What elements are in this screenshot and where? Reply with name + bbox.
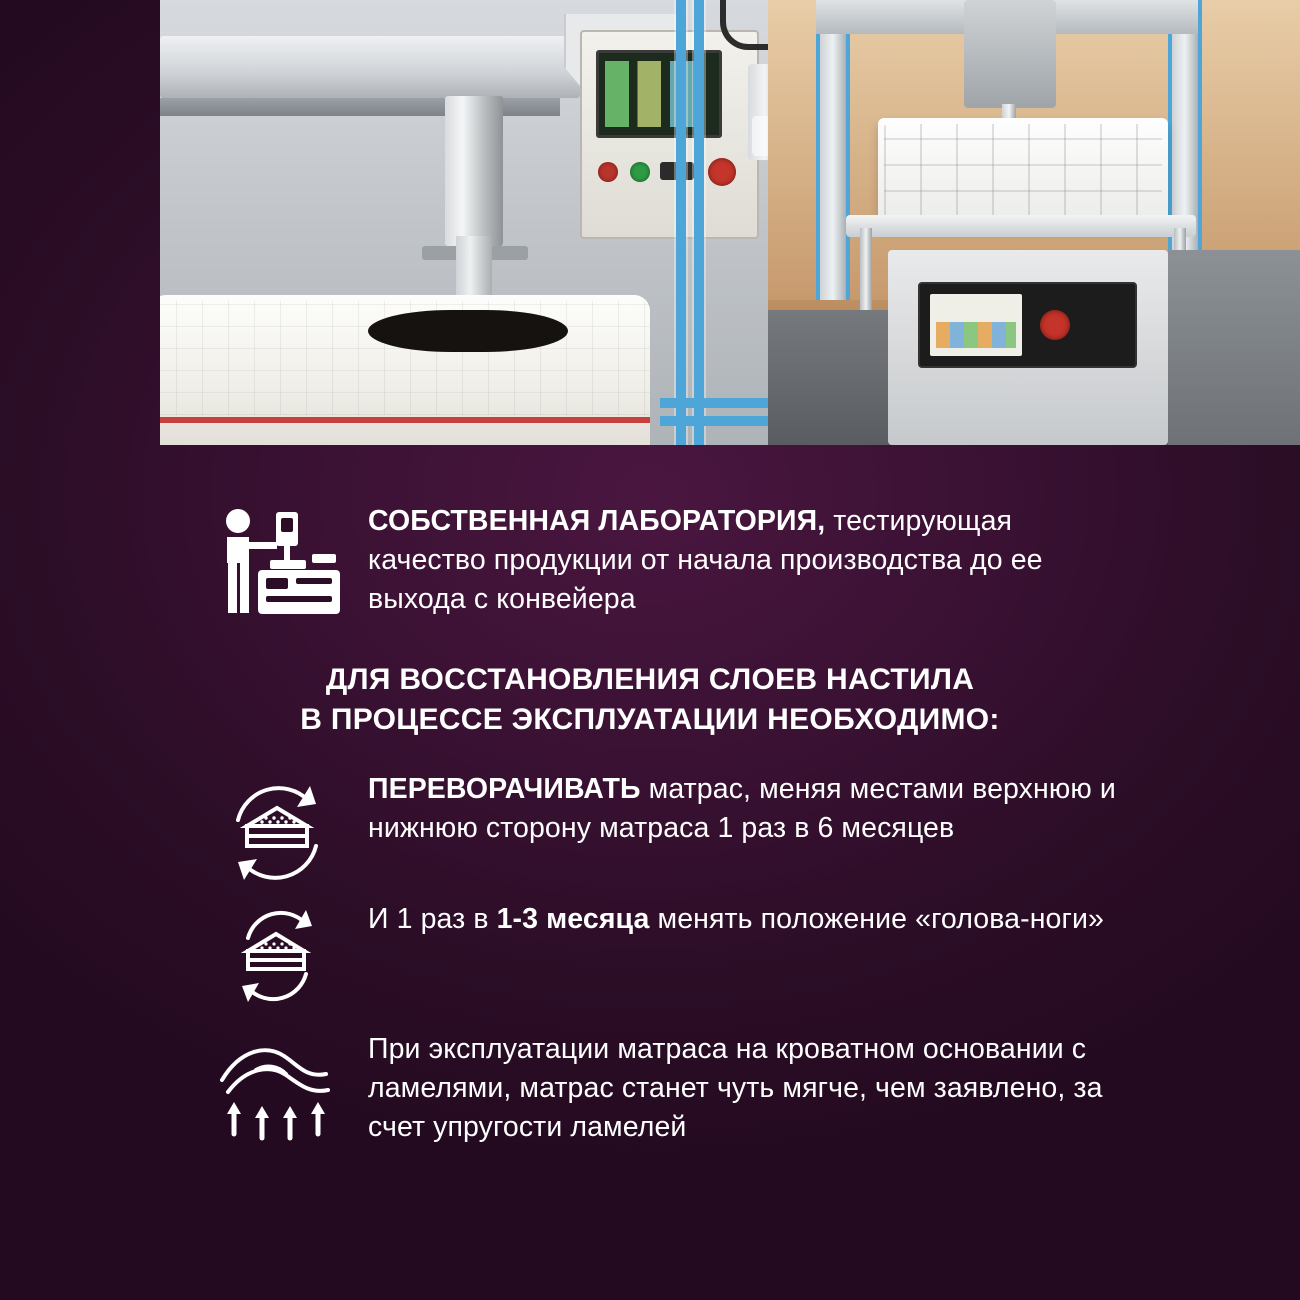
tip-flip-block xyxy=(212,770,1142,892)
mattress-rotate-icon xyxy=(212,900,342,1010)
mattress-flip-icon xyxy=(212,770,342,892)
laboratory-worker-icon xyxy=(212,502,342,618)
photo-strip xyxy=(160,0,1300,445)
tip-rotate-strong: 1-3 месяца xyxy=(496,903,650,935)
tip-flip-rest: матрас, меняя местами верхнюю и нижнюю сторону матраса 1 раз в 6 месяцев xyxy=(368,773,1116,844)
lab-block xyxy=(212,502,1142,618)
tip-slats-text: При эксплуатации матраса на кроватном основании с ламелями, матрас станет чуть мягче, чем заявлено, за счет упругости ламелей xyxy=(368,1033,1103,1143)
photo-mattress-durability-test xyxy=(160,0,768,445)
section-heading-line2: В ПРОЦЕССЕ ЭКСПЛУАТАЦИИ НЕОБХОДИМО: xyxy=(300,702,1000,736)
photo-spring-block-test xyxy=(768,0,1300,445)
tip-rotate-pre: И 1 раз в xyxy=(368,903,497,935)
section-heading-line1: ДЛЯ ВОССТАНОВЛЕНИЯ СЛОЕВ НАСТИЛА xyxy=(325,663,975,696)
lab-text-rest: тестирующая качество продукции от начала производства до ее выхода с конвейера xyxy=(368,505,1043,615)
mattress-slats-icon xyxy=(212,1030,342,1146)
section-heading xyxy=(0,660,1300,740)
tip-slats-block xyxy=(212,1030,1142,1146)
tip-flip-strong: ПЕРЕВОРАЧИВАТЬ xyxy=(368,773,641,805)
tip-rotate-rest: менять положение «голова-ноги» xyxy=(649,903,1104,935)
tip-rotate-block xyxy=(212,900,1142,1010)
lab-text-strong: СОБСТВЕННАЯ ЛАБОРАТОРИЯ, xyxy=(368,505,826,537)
lab-text xyxy=(368,502,1128,618)
tip-rotate-text xyxy=(368,900,1104,1010)
tip-flip-text xyxy=(368,770,1142,892)
